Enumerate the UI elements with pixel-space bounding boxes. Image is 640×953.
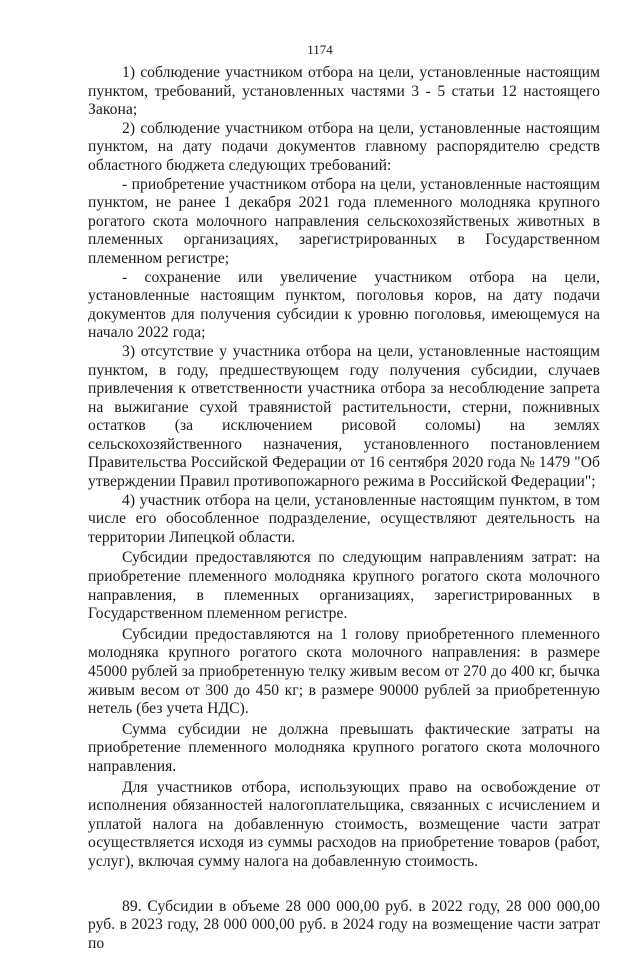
document-body bbox=[88, 64, 600, 953]
paragraph-condition-4: 4) участник отбора на цели, установленные настоящим пунктом, в том числе его обособленное подразделение, осуществляют деятельность на территории Липецкой области. bbox=[88, 491, 600, 546]
paragraph-condition-1: 1) соблюдение участником отбора на цели, установленные настоящим пунктом, требований, установленных частями 3 - 5 статьи 12 настоящего Закона; bbox=[88, 64, 600, 119]
paragraph-requirement-purchase: - приобретение участником отбора на цели, установленные настоящим пунктом, не ранее 1 декабря 2021 года племенного молодняка крупного рогатого скота молочного направления сельскохозяйственых животных в племенных организациях, зарегистрированных в Государственном племенном регистре; bbox=[88, 175, 600, 267]
paragraph-condition-2: 2) соблюдение участником отбора на цели, установленные настоящим пунктом, на дату подачи документов главному распорядителю средств областного бюджета следующих требований: bbox=[88, 119, 600, 174]
paragraph-rates: Субсидии предоставляются на 1 голову приобретенного племенного молодняка крупного рогатого скота молочного направления: в размере 45000 рублей за приобретенную телку живым весом от 270 до 400 кг, бычка живым весом от 300 до 450 кг; в размере 90000 рублей за приобретенную нетель (без учета НДС). bbox=[88, 625, 600, 718]
paragraph-condition-3: 3) отсутствие у участника отбора на цели, установленные настоящим пунктом, в году, предшествующем году получения субсидии, случаев привлечения к ответственности участника отбора за несоблюдение запрета на выжигание сухой травянистой растительности, стерни, пожнивных остатков (за исключением рисовой соломы) на землях сельскохозяйственного назначения, установленного постановлением Правительства Российской Федерации от 16 сентября 2020 года № 1479 "Об утверждении Правил противопожарного режима в Российской Федерации"; bbox=[88, 342, 600, 491]
page-number: 1174 bbox=[307, 42, 333, 57]
paragraph-vat: Для участников отбора, использующих право на освобождение от исполнения обязанностей налогоплательщика, связанных с исчислением и уплатой налога на добавленную стоимость, возмещение части затрат осуществляется исходя из суммы расходов на приобретение товаров (работ, услуг), включая сумму налога на добавленную стоимость. bbox=[88, 778, 600, 870]
paragraph-requirement-livestock: - сохранение или увеличение участником отбора на цели, установленные настоящим пунктом, поголовья коров, на дату подачи документов для получения субсидии к уровню поголовья, имеющемуся на начало 2022 года; bbox=[88, 268, 600, 342]
paragraph-limit: Сумма субсидии не должна превышать фактические затраты на приобретение племенного молодняка крупного рогатого скота молочного направления. bbox=[88, 720, 600, 775]
paragraph-directions: Субсидии предоставляются по следующим направлениям затрат: на приобретение племенного молодняка крупного рогатого скота молочного направления, в племенных организациях, зарегистрированных в Государственном племенном регистре. bbox=[88, 549, 600, 623]
paragraph-89: 89. Субсидии в объеме 28 000 000,00 руб. в 2022 году, 28 000 000,00 руб. в 2023 году, 28 000 000,00 руб. в 2024 году на возмещение части затрат по bbox=[88, 897, 600, 952]
